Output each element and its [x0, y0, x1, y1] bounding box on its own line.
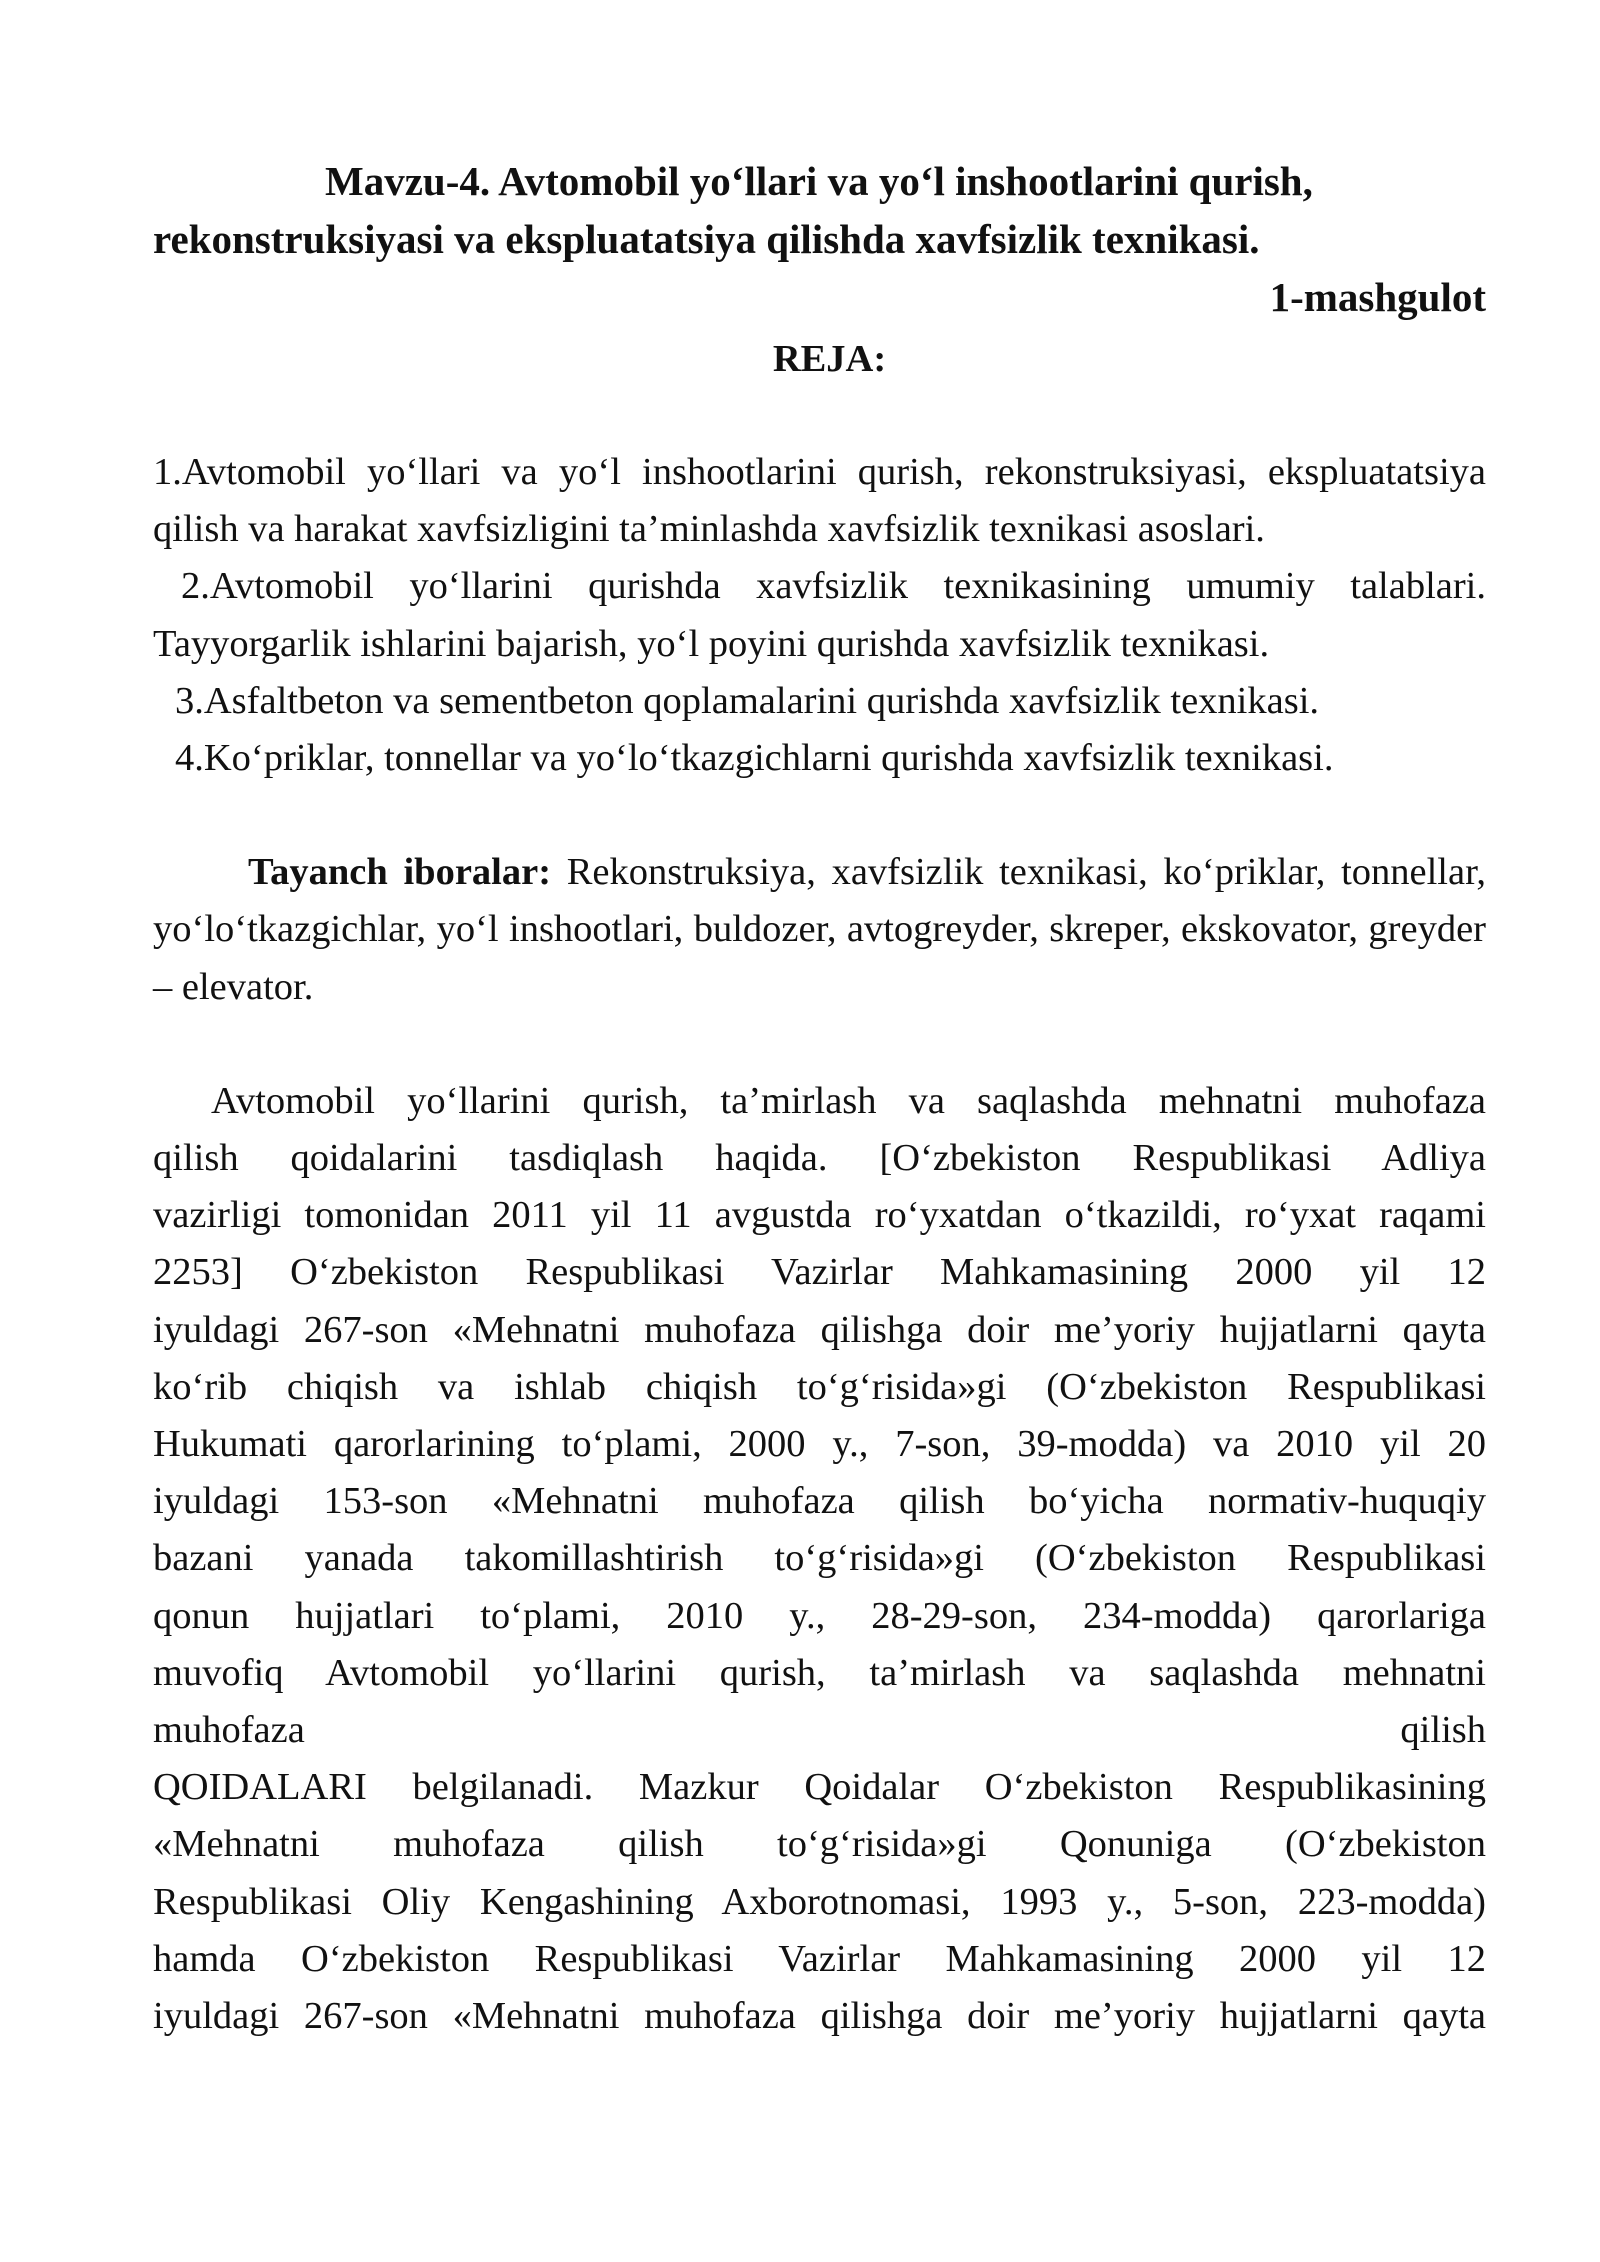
- body-line: Avtomobil yo‘llarini qurish, ta’mirlash va saqlashda mehnatni muhofaza: [211, 1079, 1486, 1122]
- plan-item: 4.Ko‘priklar, tonnellar va yo‘lo‘tkazgichlarni qurishda xavfsizlik texnikasi.: [175, 737, 1334, 780]
- keywords-text: Rekonstruksiya, xavfsizlik texnikasi, ko‘priklar, tonnellar, yo‘lo‘tkazgichlar, yo‘l inshootlari, buldozer, avtogreyder, skreper, ekskovator, greyder – elevator.: [153, 851, 1486, 1008]
- plan-item: 2.Avtomobil yo‘llarini qurishda xavfsizlik texnikasining umumiy talablari. Tayyorgarlik ishlarini bajarish, yo‘l poyini qurishda xavfsizlik texnikasi.: [153, 565, 1486, 665]
- body-line: ko‘rib chiqish va ishlab chiqish to‘g‘risida»gi (O‘zbekiston Respublikasi: [153, 1365, 1486, 1408]
- title-line-1: Mavzu-4. Avtomobil yo‘llari va yo‘l inshootlarini qurish,: [325, 158, 1313, 204]
- body-line: iyuldagi 267-son «Mehnatni muhofaza qilishga doir me’yoriy hujjatlarni qayta: [153, 1995, 1486, 2038]
- body-line: Respublikasi Oliy Kengashining Axborotnomasi, 1993 y., 5-son, 223-modda): [153, 1880, 1486, 1923]
- plan-heading: REJA:: [772, 338, 887, 380]
- page-content: [153, 152, 1486, 2045]
- body-line: qonun hujjatlari to‘plami, 2010 y., 28-29-son, 234-modda) qarorlariga: [153, 1594, 1486, 1637]
- plan-item: 1.Avtomobil yo‘llari va yo‘l inshootlarini qurish, rekonstruksiyasi, ekspluatatsiya qilish va harakat xavfsizligini ta’minlashda xavfsizlik texnikasi asoslari.: [153, 451, 1486, 551]
- keywords-label: Tayanch iboralar:: [248, 851, 552, 894]
- body-line: QOIDALARI belgilanadi. Mazkur Qoidalar O‘zbekiston Respublikasining: [153, 1766, 1486, 1809]
- document-title: [153, 152, 1486, 326]
- body-line: «Mehnatni muhofaza qilish to‘g‘risida»gi Qonuniga (O‘zbekiston: [153, 1823, 1486, 1866]
- session-label: 1-mashgulot: [1269, 274, 1486, 320]
- body-line: vazirligi tomonidan 2011 yil 11 avgustda ro‘yxatdan o‘tkazildi, ro‘yxat raqami: [153, 1194, 1486, 1237]
- body-line: hamda O‘zbekiston Respublikasi Vazirlar Mahkamasining 2000 yil 12: [153, 1937, 1486, 1980]
- body-line: bazani yanada takomillashtirish to‘g‘risida»gi (O‘zbekiston Respublikasi: [153, 1537, 1486, 1580]
- body-line: iyuldagi 267-son «Mehnatni muhofaza qilishga doir me’yoriy hujjatlarni qayta: [153, 1308, 1486, 1351]
- body-line: muvofiq Avtomobil yo‘llarini qurish, ta’mirlash va saqlashda mehnatni: [153, 1651, 1486, 1694]
- body-line: muhofaza qilish: [153, 1709, 1486, 1752]
- keywords-paragraph: [153, 844, 1486, 1016]
- plan-list: [153, 444, 1486, 787]
- plan-item: 3.Asfaltbeton va sementbeton qoplamalarini qurishda xavfsizlik texnikasi.: [175, 679, 1320, 722]
- body-line: iyuldagi 153-son «Mehnatni muhofaza qilish bo‘yicha normativ-huquqiy: [153, 1480, 1486, 1523]
- title-line-2: rekonstruksiyasi va ekspluatatsiya qilishda xavfsizlik texnikasi.: [153, 216, 1260, 262]
- body-line: 2253] O‘zbekiston Respublikasi Vazirlar Mahkamasining 2000 yil 12: [153, 1251, 1486, 1294]
- body-line: qilish qoidalarini tasdiqlash haqida. [O‘zbekiston Respublikasi Adliya: [153, 1137, 1486, 1180]
- body-line: Hukumati qarorlarining to‘plami, 2000 y., 7-son, 39-modda) va 2010 yil 20: [153, 1423, 1486, 1466]
- body-paragraph: [153, 1073, 1486, 2045]
